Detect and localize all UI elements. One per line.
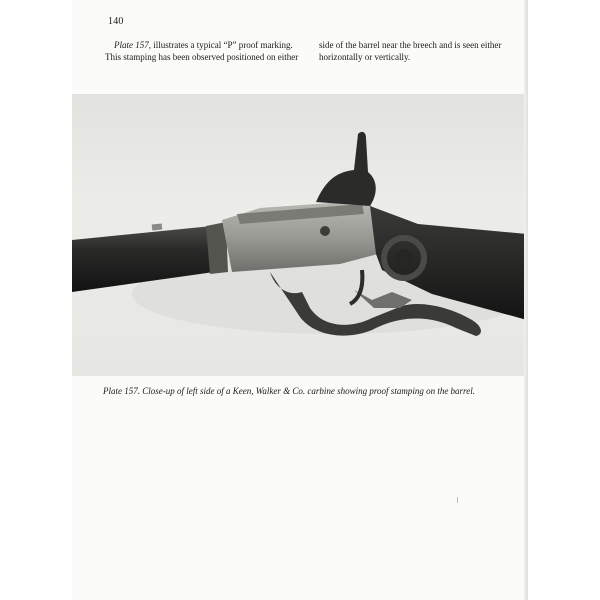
page-number: 140 [108,16,124,27]
book-page [72,0,528,600]
page-edge [524,0,528,600]
carbine-photograph [72,94,527,376]
carbine-illustration [72,94,527,376]
body-text-right-column: side of the barrel near the breech and is seen either horizontally or vertically. [319,40,502,62]
figure-caption: Plate 157. Close-up of left side of a Keen, Walker & Co. carbine showing proof stamping on the barrel. [103,386,475,396]
body-text-left-column [105,40,309,63]
stray-mark [457,497,458,503]
plate-reference: Plate 157, [114,40,151,50]
body-text-left: illustrates a typical “P” proof marking. This stamping has been observed positioned on either [105,40,299,62]
